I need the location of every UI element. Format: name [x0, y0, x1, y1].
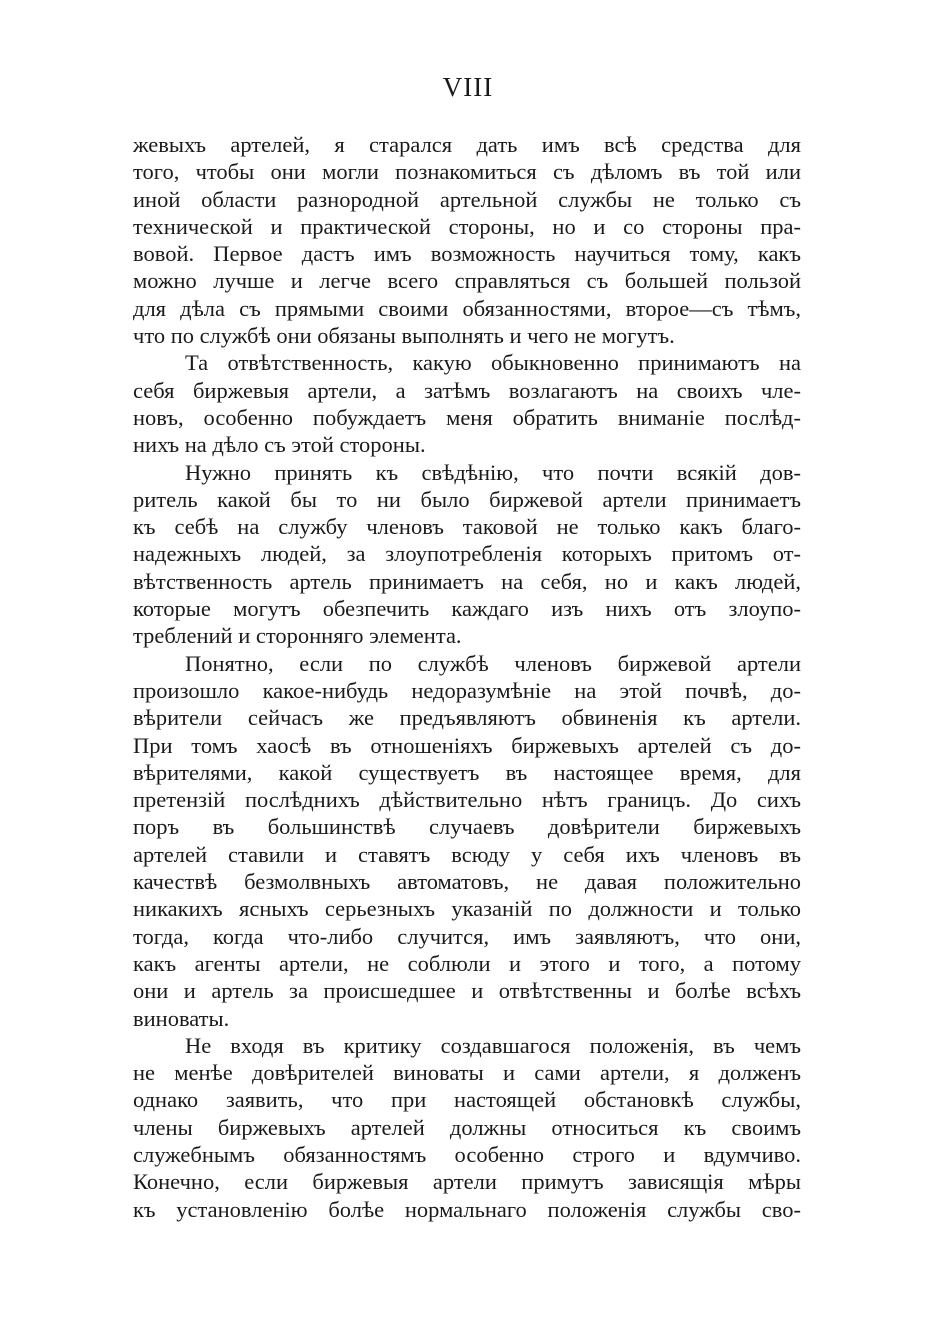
text-line: какъ агенты артели, не соблюли и этого и того, а потому [133, 950, 801, 976]
text-line: иной области разнородной артельной службы не только съ [133, 186, 801, 212]
text-line: виноваты. [133, 1005, 230, 1031]
text-line: служебнымъ обязанностямъ особенно строго и вдумчиво. [133, 1141, 801, 1167]
page-number: VIII [442, 72, 494, 102]
text-line: можно лучше и легче всего справляться съ большей пользой [133, 268, 801, 294]
text-line: себя биржевыя артели, а затѣмъ возлагаютъ на своихъ чле- [133, 377, 801, 403]
text-line: треблений и сторонняго элемента. [133, 623, 462, 649]
text-line: произошло какое-нибудь недоразумѣніе на этой почвѣ, до- [133, 677, 801, 703]
text-line: Та отвѣтственность, какую обыкновенно принимаютъ на [185, 350, 801, 376]
text-line: Конечно, если биржевыя артели примутъ зависящія мѣры [133, 1169, 801, 1195]
text-line: Нужно принять къ свѣдѣнію, что почти всякій дов- [185, 459, 801, 485]
text-line: поръ въ большинствѣ случаевъ довѣрители биржевыхъ [133, 814, 801, 840]
text-line: Понятно, если по службѣ членовъ биржевой артели [185, 650, 801, 676]
text-line: они и артель за происшедшее и отвѣтственны и болѣе всѣхъ [133, 978, 801, 1004]
text-line: ритель какой бы то ни было биржевой артели принимаетъ [133, 486, 801, 512]
text-line: что по службѣ они обязаны выполнять и чего не могутъ. [133, 323, 675, 349]
text-line: вѣтственность артель принимаетъ на себя, но и какъ людей, [133, 568, 801, 594]
text-line: однако заявить, что при настоящей обстановкѣ службы, [133, 1087, 801, 1113]
text-line: къ себѣ на службу членовъ таковой не только какъ благо- [133, 514, 801, 540]
text-line: тогда, когда что-либо случится, имъ заявляютъ, что они, [133, 923, 801, 949]
text-line: вѣрители сейчасъ же предъявляютъ обвиненія къ артели. [133, 705, 801, 731]
text-line: того, чтобы они могли познакомиться съ дѣломъ въ той или [133, 159, 801, 185]
text-line: Не входя въ критику создавшагося положенія, въ чемъ [185, 1032, 801, 1058]
text-line: качествѣ безмолвныхъ автоматовъ, не давая положительно [133, 869, 801, 895]
text-line: никакихъ ясныхъ серьезныхъ указаній по должности и только [133, 896, 801, 922]
text-line: новъ, особенно побуждаетъ меня обратить вниманіе послѣд- [133, 404, 801, 430]
text-line: При томъ хаосѣ въ отношеніяхъ биржевыхъ артелей съ до- [133, 732, 801, 758]
text-line: нихъ на дѣло съ этой стороны. [133, 432, 426, 458]
text-line: которые могутъ обезпечить каждаго изъ нихъ отъ злоупо- [133, 596, 801, 622]
text-line: вовой. Первое дастъ имъ возможность научиться тому, какъ [133, 241, 801, 267]
text-line: къ установленію болѣе нормальнаго положенія службы сво- [133, 1196, 801, 1222]
text-line: для дѣла съ прямыми своими обязанностями, второе—съ тѣмъ, [133, 295, 801, 321]
body-text [133, 131, 801, 1223]
text-line: надежныхъ людей, за злоупотребленія которыхъ притомъ от- [133, 541, 801, 567]
text-line: претензій послѣднихъ дѣйствительно нѣтъ границъ. До сихъ [133, 787, 801, 813]
text-line: члены биржевыхъ артелей должны относиться къ своимъ [133, 1114, 801, 1140]
text-line: технической и практической стороны, но и со стороны пра- [133, 213, 801, 239]
text-line: жевыхъ артелей, я старался дать имъ всѣ средства для [133, 132, 801, 157]
text-line: не менѣе довѣрителей виноваты и сами артели, я долженъ [133, 1060, 801, 1086]
text-line: вѣрителями, какой существуетъ въ настоящее время, для [133, 759, 801, 785]
text-line: артелей ставили и ставятъ всюду у себя ихъ членовъ въ [133, 841, 801, 867]
